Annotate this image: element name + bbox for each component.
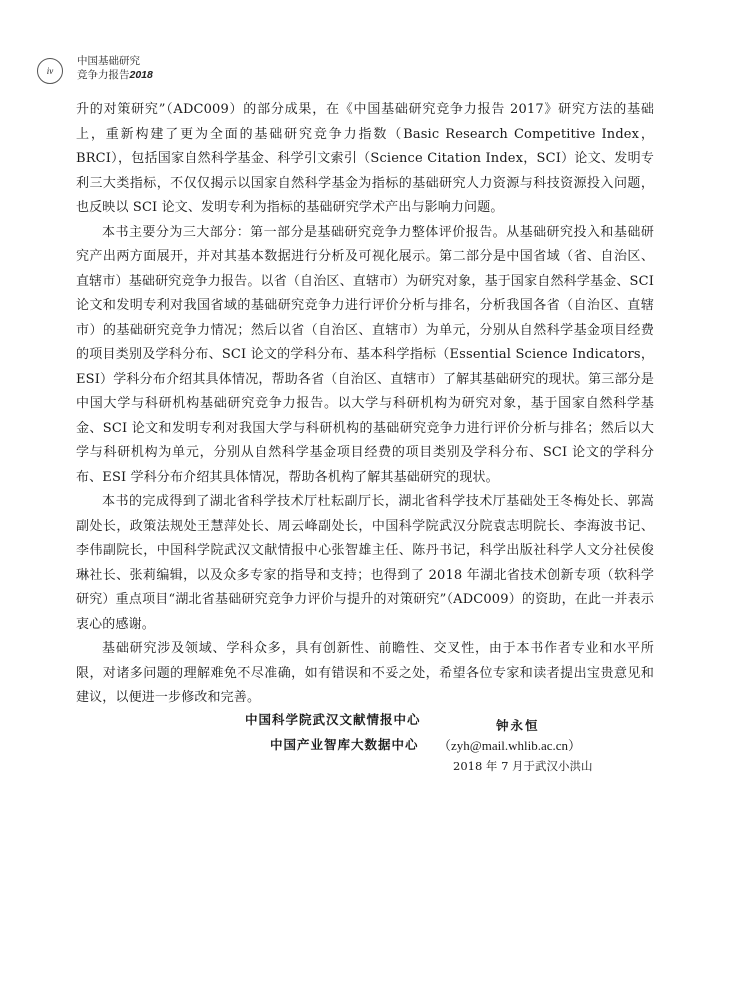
signature-org-2: 中国产业智库大数据中心 (270, 737, 419, 752)
paragraph-structure: 本书主要分为三大部分：第一部分是基础研究竞争力整体评价报告。从基础研究投入和基础研究产出两方面展开，并对其基本数据进行分析及可视化展示。第二部分是中国省域（省、自治区、直辖市）基础研究竞争力报告。以省（自治区、直辖市）为研究对象，基于国家自然科学基金、SCI 论文和发明专利对我国省域的基础研究竞争力进行评价分析与排名，分析我国各省（自治区、直辖市）的基础研究竞争力情况；然后以省（自治区、直辖市）为单元，分别从自然科学基金项目经费的项目类别及学科分布、SCI 论文的学科分布、基本科学指标（Essential Science Indicators，ESI）学科分布介绍其具体情况，帮助各省（自治区、直辖市）了解其基础研究的现状。第三部分是中国大学与科研机构基础研究竞争力报告。以大学与科研机构为研究对象，基于国家自然科学基金、SCI 论文和发明专利对我国大学与科研机构的基础研究竞争力进行评价分析与排名；然后以大学与科研机构为单元，分别从自然科学基金项目经费的项目类别及学科分布、SCI 论文的学科分布、ESI 学科分布介绍其具体情况，帮助各机构了解其基础研究的现状。 (76, 224, 654, 485)
book-title-text: 竞争力报告 (77, 69, 130, 81)
running-header (37, 50, 257, 84)
book-title-line2 (77, 68, 153, 82)
signature-org-1: 中国科学院武汉文献情报中心 (245, 712, 421, 727)
signature-block (200, 710, 660, 780)
paragraph-continued: 升的对策研究”（ADC009）的部分成果，在《中国基础研究竞争力报告 2017》研究方法的基础上，重新构建了更为全面的基础研究竞争力指数（Basic Research Competitive Index，BRCI），包括国家自然科学基金、科学引文索引（Science Citation Index，SCI）论文、发明专利三大类指标，不仅仅揭示以国家自然科学基金为指标的基础研究人力资源与科技资源投入问题，也反映以 SCI 论文、发明专利为指标的基础研究学术产出与影响力问题。 (76, 102, 654, 215)
running-header-title (77, 54, 153, 82)
signature-author: 钟永恒 (496, 718, 540, 733)
signature-email: （zyh@mail.whlib.ac.cn） (438, 738, 582, 753)
paragraph-closing: 基础研究涉及领域、学科众多，具有创新性、前瞻性、交叉性，由于本书作者专业和水平所限，对诸多问题的理解难免不尽准确，如有错误和不妥之处，希望各位专家和读者提出宝贵意见和建议，以便进一步修改和完善。 (76, 641, 654, 705)
book-year: 2018 (129, 69, 153, 81)
book-title-line1: 中国基础研究 (77, 55, 140, 67)
preface-body (76, 98, 654, 711)
paragraph-acknowledgements: 本书的完成得到了湖北省科学技术厅杜耘副厅长，湖北省科学技术厅基础处王冬梅处长、郭嵩副处长，政策法规处王慧萍处长、周云峰副处长，中国科学院武汉分院袁志明院长、李海波书记、李伟副院长，中国科学院武汉文献情报中心张智雄主任、陈丹书记，科学出版社科学人文分社侯俊琳社长、张莉编辑，以及众多专家的指导和支持；也得到了 2018 年湖北省技术创新专项（软科学研究）重点项目“湖北省基础研究竞争力评价与提升的对策研究”（ADC009）的资助，在此一并表示衷心的感谢。 (76, 494, 654, 632)
signature-date: 2018 年 7 月于武汉小洪山 (453, 759, 593, 773)
page-number-badge: iv (37, 58, 63, 84)
